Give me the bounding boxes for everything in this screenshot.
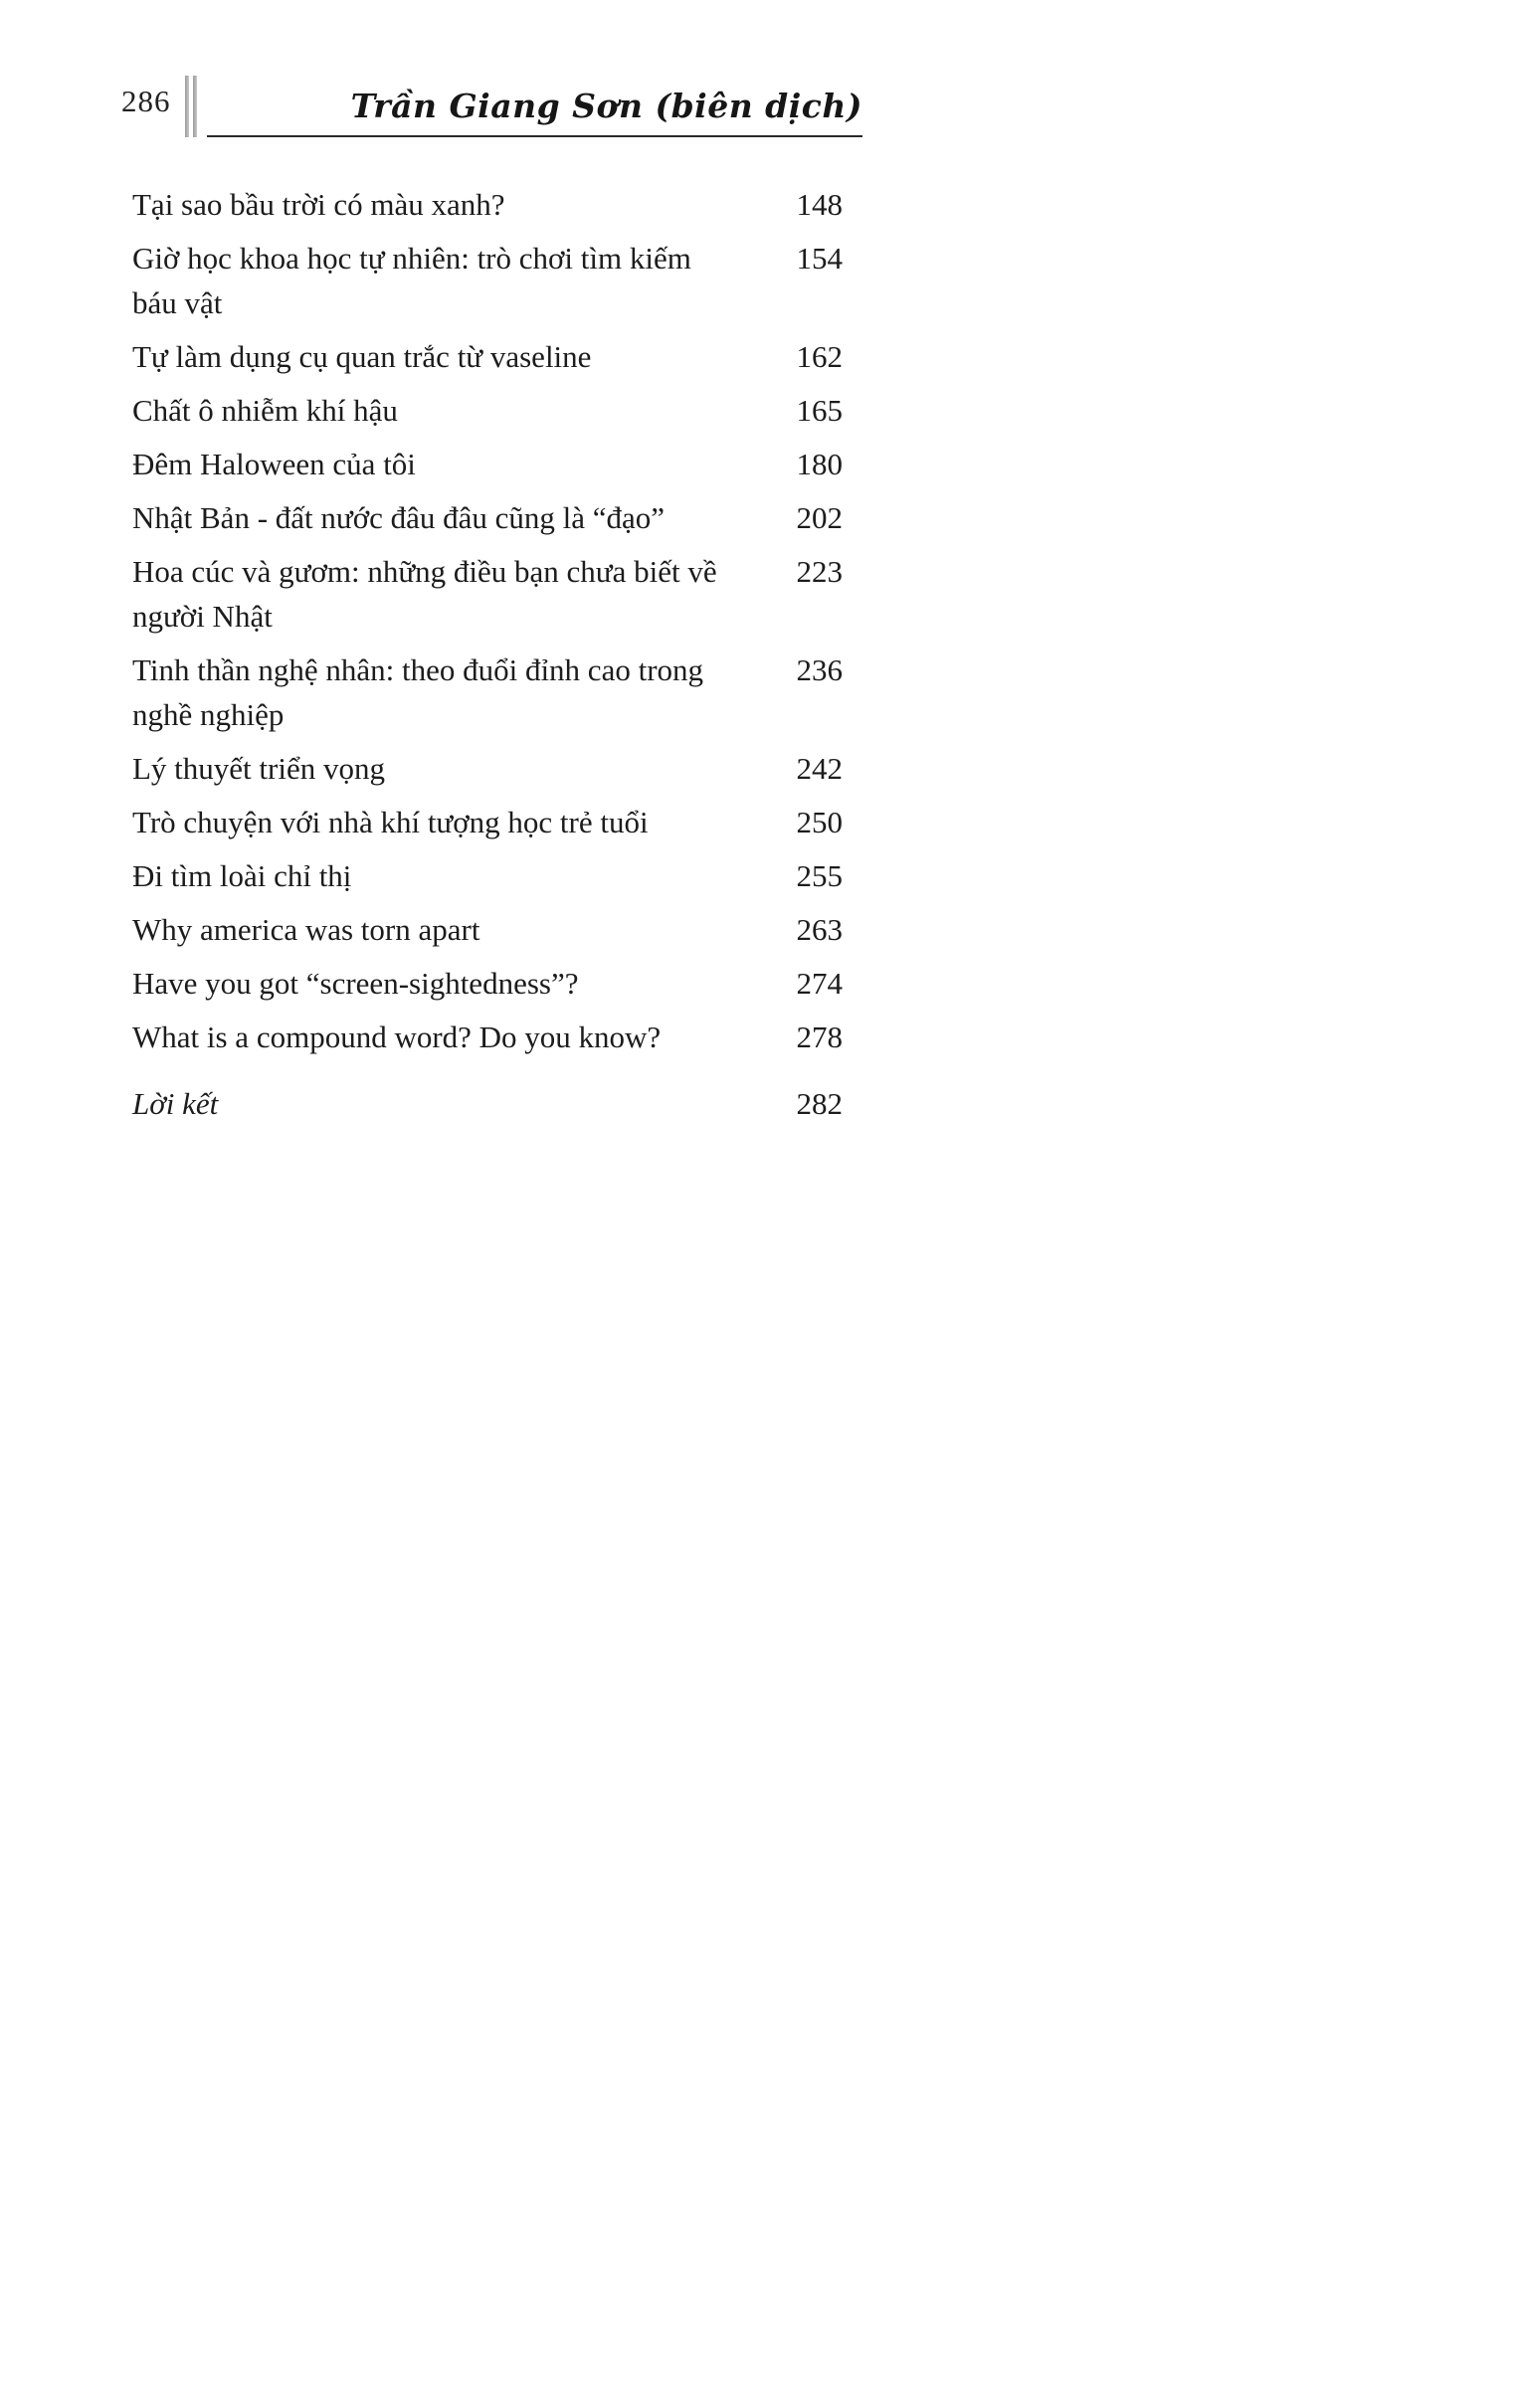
toc-entry-page-number: 180 xyxy=(796,447,843,481)
toc-entry-title: Lý thuyết triển vọng xyxy=(132,751,385,786)
toc-entry-title: Tinh thần nghệ nhân: theo đuổi đỉnh cao trong nghề nghiệp xyxy=(132,652,704,732)
toc-entry-title: Why america was torn apart xyxy=(132,912,480,947)
toc-entry-title: What is a compound word? Do you know? xyxy=(132,1019,662,1054)
toc-entry-page-number: 274 xyxy=(796,966,843,1001)
toc-entry-title: Đêm Haloween của tôi xyxy=(132,447,416,481)
page-number: 286 xyxy=(121,84,171,118)
toc-entry-title: Hoa cúc và gươm: những điều bạn chưa biết về người Nhật xyxy=(132,554,717,634)
toc-entry-page-number: 282 xyxy=(796,1086,843,1121)
toc-entry xyxy=(132,648,843,737)
toc-entry-page-number: 236 xyxy=(796,652,843,687)
header-divider-bars-icon xyxy=(185,76,197,137)
toc-entry xyxy=(132,442,843,486)
toc-entry xyxy=(132,853,843,898)
toc-entry-page-number: 162 xyxy=(796,339,843,374)
divider-bar xyxy=(185,76,189,137)
toc-entry-title: Have you got “screen-sightedness”? xyxy=(132,966,579,1001)
toc-entry xyxy=(132,1081,843,1126)
toc-entry xyxy=(132,800,843,844)
toc-entry-title: Chất ô nhiễm khí hậu xyxy=(132,393,398,428)
toc-entry-page-number: 255 xyxy=(796,858,843,893)
toc-entry-title: Giờ học khoa học tự nhiên: trò chơi tìm kiếm báu vật xyxy=(132,241,691,320)
toc-entry-page-number: 223 xyxy=(796,554,843,589)
toc-entry xyxy=(132,182,843,227)
toc-entry xyxy=(132,746,843,791)
toc-entry-page-number: 263 xyxy=(796,912,843,947)
toc-entry xyxy=(132,961,843,1006)
header-rule xyxy=(207,87,863,137)
toc-entry-title: Lời kết xyxy=(132,1086,219,1121)
toc-entry-page-number: 242 xyxy=(796,751,843,786)
table-of-contents xyxy=(132,182,843,1135)
toc-entry-page-number: 148 xyxy=(796,187,843,222)
toc-entry-page-number: 154 xyxy=(796,241,843,276)
toc-entry-title: Nhật Bản - đất nước đâu đâu cũng là “đạo” xyxy=(132,500,666,535)
toc-entry xyxy=(132,1015,843,1059)
page-header xyxy=(121,76,862,137)
toc-entry xyxy=(132,388,843,433)
toc-entry xyxy=(132,236,843,325)
toc-entry-title: Đi tìm loài chỉ thị xyxy=(132,858,352,893)
divider-bar xyxy=(193,76,197,137)
toc-entry-page-number: 278 xyxy=(796,1019,843,1054)
toc-entry-page-number: 250 xyxy=(796,805,843,839)
toc-entry xyxy=(132,907,843,952)
toc-entry-page-number: 202 xyxy=(796,500,843,535)
toc-entry-title: Tại sao bầu trời có màu xanh? xyxy=(132,187,505,222)
toc-entry xyxy=(132,549,843,639)
toc-entry xyxy=(132,495,843,540)
header-title: Trần Giang Sơn (biên dịch) xyxy=(350,87,862,125)
toc-entry-title: Tự làm dụng cụ quan trắc từ vaseline xyxy=(132,339,592,374)
toc-entry-page-number: 165 xyxy=(796,393,843,428)
toc-entry xyxy=(132,334,843,379)
toc-entry-title: Trò chuyện với nhà khí tượng học trẻ tuổi xyxy=(132,805,649,839)
